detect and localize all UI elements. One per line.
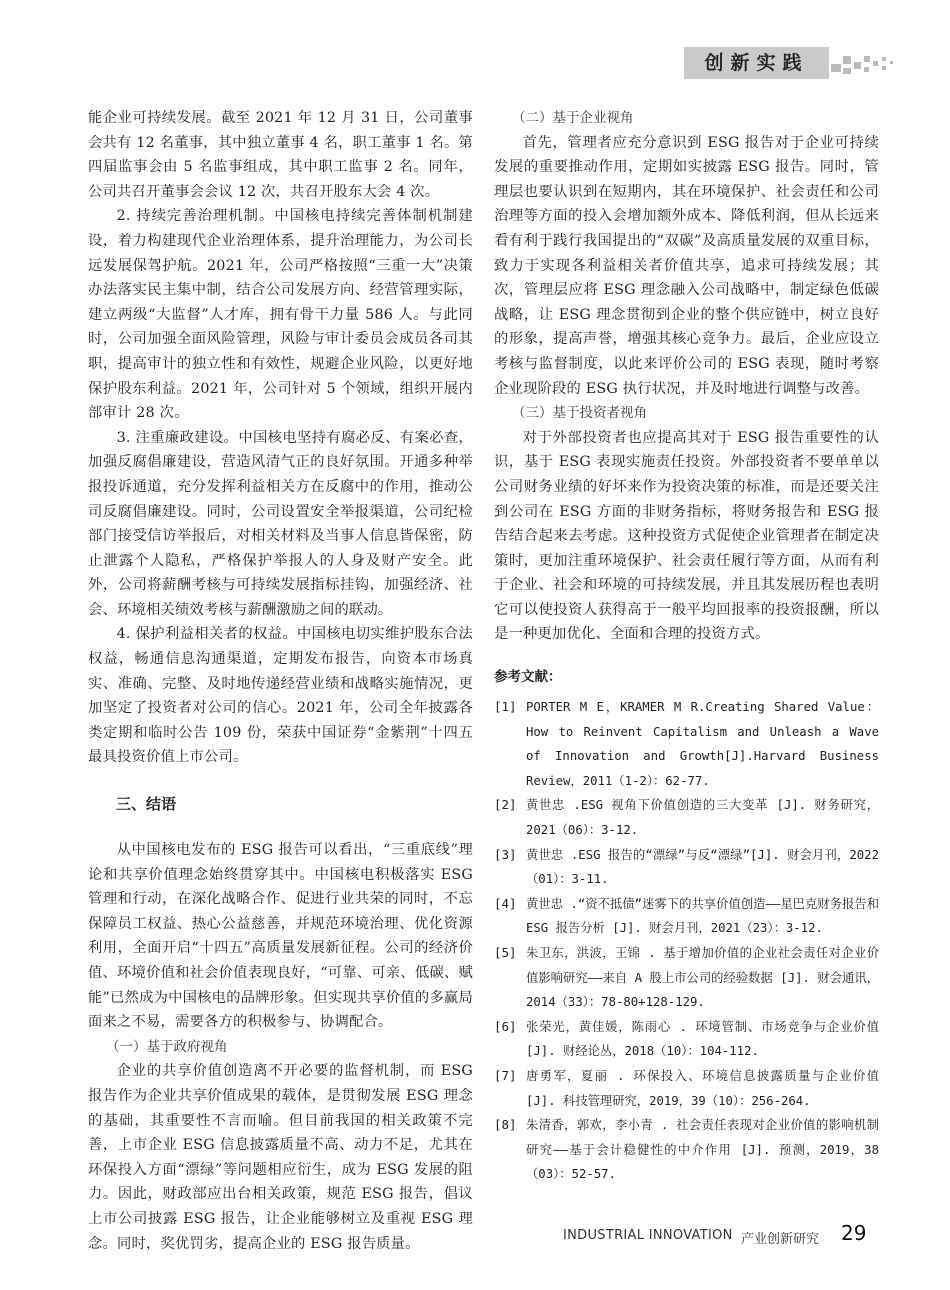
subsection-heading: （三）基于投资者视角 (512, 405, 647, 422)
reference-text: 黄世忠 .ESG 报告的“漂绿”与反“漂绿”[J]. 财会月刊，2022（01）：3-11. (526, 847, 879, 887)
paragraph: 4. 保护利益相关者的权益。中国核电切实维护股东合法权益，畅通信息沟通渠道，定期发布报告，向资本市场真实、准确、完整、及时地传递经营业绩和战略实施情况，更加坚定了投资者对公司的信心。2021 年，公司全年披露各类定期和临时公告 109 份，荣获中国证券“金紫荆”十四五最具投资价值上市公司。 (88, 626, 473, 766)
reference-text: 唐勇军，夏丽 . 环保投入、环境信息披露质量与企业价值 [J]. 科技管理研究，2019，39（10）：256-264. (526, 1068, 879, 1108)
subsection-heading: （一）基于政府视角 (106, 1038, 228, 1055)
reference-number: [5] (494, 945, 517, 960)
page-footer (563, 1220, 883, 1248)
reference-number: [7] (494, 1067, 517, 1083)
journal-name-cn: 产业创新研究 (741, 1232, 820, 1247)
reference-item (494, 1015, 879, 1064)
reference-item (494, 843, 879, 892)
reference-item (494, 892, 879, 941)
section-label: 创新实践 (684, 47, 829, 79)
paragraph: 首先，管理者应充分意识到 ESG 报告对于企业可持续发展的重要推动作用，定期如实披露 ESG 报告。同时，管理层也要认识到在短期内，其在环境保护、社会责任和公司治理等方面的投入会增加额外成本、降低利润，但从长远来看有利于践行我国提出的“双碳”及高质量发展的双重目标，致力于实现各利益相关者价值共享，追求可持续发展；其次，管理层应将 ESG 理念融入公司战略中，制定绿色低碳战略，让 ESG 理念贯彻到企业的整个供应链中，树立良好的形象，提高声誉，增强其核心竞争力。最后，企业应设立考核与监督制度，以此来评价公司的 ESG 表现，随时考察企业现阶段的 ESG 执行状况，并及时地进行调整与改善。 (494, 134, 879, 397)
reference-text: 朱清香，郭欢，李小青 . 社会责任表现对企业价值的影响机制研究——基于会计稳健性的中介作用 [J]. 预测，2019，38（03）：52-57. (526, 1118, 879, 1182)
subsection-heading: （二）基于企业视角 (512, 110, 634, 126)
reference-text: 朱卫东，洪波，王锦 . 基于增加价值的企业社会责任对企业价值影响研究——来自 A 股上市公司的经验数据 [J]. 财会通讯，2014（33）：78-80+128-129. (526, 946, 879, 1010)
left-column (88, 106, 473, 1256)
reference-item (494, 695, 879, 793)
section-heading: 三、结语 (116, 795, 177, 814)
header-decoration (829, 52, 899, 80)
paragraph: 能企业可持续发展。截至 2021 年 12 月 31 日，公司董事会共有 12 名董事，其中独立董事 4 名，职工董事 1 名。第四届监事会由 5 名监事组成，其中职工监事 2 名。同年，公司共召开董事会会议 12 次，共召开股东大会 4 次。 (88, 110, 473, 200)
reference-number: [1] (494, 699, 517, 715)
reference-number: [3] (494, 846, 517, 862)
paragraph: 对于外部投资者也应提高其对于 ESG 报告重要性的认识，基于 ESG 表现实施责任投资。外部投资者不要单单以公司财务业绩的好坏来作为投资决策的标准，而是还要关注到公司在 ESG 方面的非财务指标，将财务报告和 ESG 报告结合起来去考虑。这种投资方式促使企业管理者在制定决策时，更加注重环境保护、社会责任履行等方面，从而有利于企业、社会和环境的可持续发展，并且其发展历程也表明它可以使投资人获得高于一般平均回报率的投资报酬，所以是一种更加优化、全面和合理的投资方式。 (494, 429, 879, 643)
paragraph: 2. 持续完善治理机制。中国核电持续完善体制机制建设，着力构建现代企业治理体系，提升治理能力，为公司长远发展保驾护航。2021 年，公司严格按照“三重一大”决策办法落实民主集中制，结合公司发展方向、经营管理实际，建立两级“大监督”人才库，拥有骨干力量 586 人。与此同时，公司加强全面风险管理，风险与审计委员会成员各司其职，提高审计的独立性和有效性，规避企业风险，以更好地保护股东利益。2021 年，公司针对 5 个领域，组织开展内部审计 28 次。 (88, 208, 473, 422)
reference-text: 黄世忠 .“资不抵债”迷雾下的共享价值创造——星巴克财务报告和 ESG 报告分析 [J]. 财会月刊，2021（23）：3-12. (526, 896, 879, 936)
reference-item (494, 793, 879, 842)
reference-item (494, 941, 879, 1015)
paragraph: 从中国核电发布的 ESG 报告可以看出，“三重底线”理论和共享价值理念始终贯穿其中。中国核电积极落实 ESG 管理和行动，在深化战略合作、促进行业共荣的同时，不忘保障员工权益、热心公益慈善，并规范环境治理、优化资源利用，全面开启“十四五”高质量发展新征程。公司的经济价值、环境价值和社会价值表现良好，“可靠、可亲、低碳、赋能”已然成为中国核电的品牌形象。但实现共享价值的多赢局面来之不易，需要各方的积极参与、协调配合。 (88, 842, 473, 1031)
reference-list (494, 695, 879, 1187)
reference-number: [6] (494, 1018, 517, 1034)
page-number: 29 (841, 1221, 867, 1245)
reference-text: 张荣光，黄佳媛，陈雨心 . 环境管制、市场竞争与企业价值 [J]. 财经论丛，2018（10）：104-112. (526, 1019, 879, 1059)
reference-item (494, 1064, 879, 1113)
journal-name-en: INDUSTRIAL INNOVATION (563, 1228, 733, 1243)
right-column (494, 106, 879, 1187)
reference-number: [4] (494, 895, 517, 911)
reference-text: PORTER M E，KRAMER M R.Creating Shared Value：How to Reinvent Capitalism and Unleash a Wave of Innovation and Growth[J].Harvard Business Review，2011（1-2）：62-77. (526, 700, 879, 788)
reference-item (494, 1113, 879, 1187)
reference-number: [2] (494, 797, 517, 813)
reference-text: 黄世忠 .ESG 视角下价值创造的三大变革 [J]. 财务研究，2021（06）：3-12. (526, 798, 879, 838)
paragraph: 企业的共享价值创造离不开必要的监督机制，而 ESG 报告作为企业共享价值成果的载体，是贯彻发展 ESG 理念的基础，其重要性不言而喻。但目前我国的相关政策不完善，上市企业 ESG 信息披露质量不高、动力不足，尤其在环保投入方面“漂绿”等问题相应衍生，成为 ESG 发展的阻力。因此，财政部应出台相关政策，规范 ESG 报告，倡议上市公司披露 ESG 报告，让企业能够树立及重视 ESG 理念。同时，奖优罚劣，提高企业的 ESG 报告质量。 (88, 1063, 473, 1252)
references-heading: 参考文献： (494, 669, 562, 686)
reference-number: [8] (494, 1117, 517, 1133)
paragraph: 3. 注重廉政建设。中国核电坚持有腐必反、有案必查，加强反腐倡廉建设，营造风清气正的良好氛围。开通多种举报投诉通道，充分发挥利益相关方在反腐中的作用，推动公司反腐倡廉建设。同时，公司设置安全举报渠道，公司纪检部门接受信访举报后，对相关材料及当事人信息皆保密，防止泄露个人隐私，严格保护举报人的人身及财产安全。此外，公司将薪酬考核与可持续发展指标挂钩，加强经济、社会、环境相关绩效考核与薪酬激励之间的联动。 (88, 429, 473, 618)
